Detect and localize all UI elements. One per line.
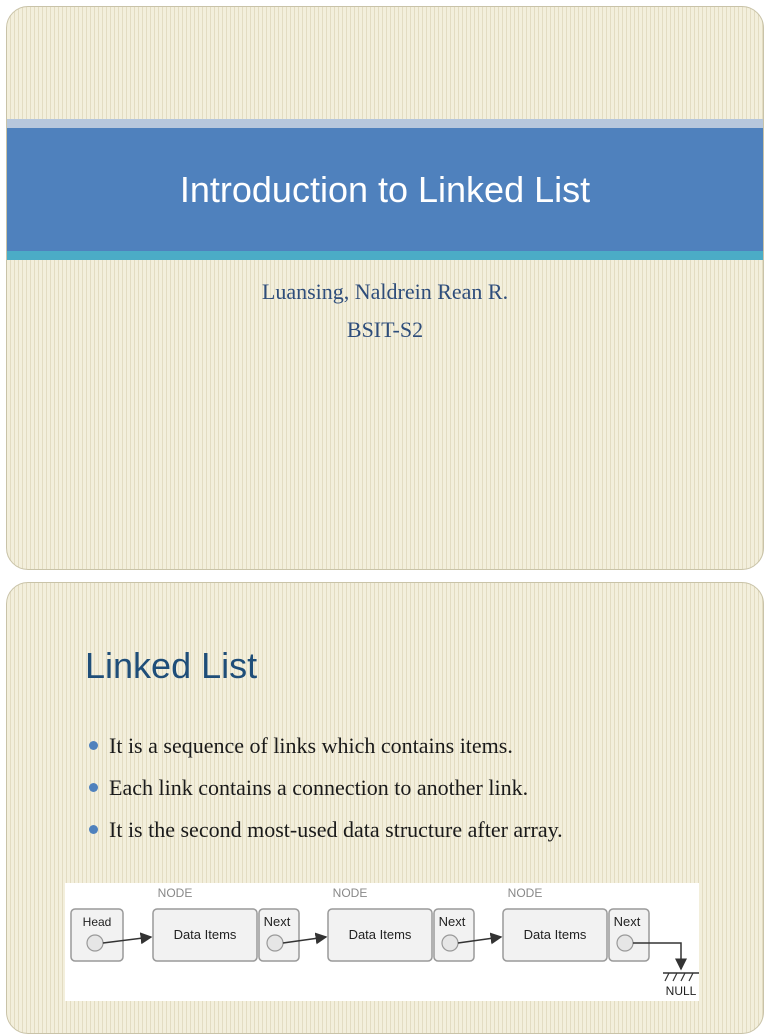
bullet-dot-icon: [89, 783, 98, 792]
head-label: Head: [82, 915, 112, 929]
bullet-list: [87, 728, 563, 854]
node-data-label: Data Items: [348, 927, 412, 942]
next-pointer-icon: [442, 935, 458, 951]
bullet-text: Each link contains a connection to another link.: [109, 775, 529, 800]
next-pointer-icon: [267, 935, 283, 951]
bullet-text: It is a sequence of links which contains items.: [109, 733, 513, 758]
bullet-item: [87, 812, 563, 854]
node-data-label: Data Items: [173, 927, 237, 942]
slide-title: Introduction to Linked List: [179, 168, 591, 210]
author-name: Luansing, Naldrein Rean R.: [261, 279, 509, 304]
title-band: [7, 128, 763, 251]
head-pointer-icon: [87, 935, 103, 951]
title-slide: [6, 6, 764, 570]
node-next-label: Next: [438, 914, 466, 929]
node-next-label: Next: [263, 914, 291, 929]
bullet-item: [87, 770, 563, 812]
bullet-dot-icon: [89, 825, 98, 834]
content-slide: [6, 582, 764, 1034]
node-next-label: Next: [613, 914, 641, 929]
section-label: BSIT-S2: [346, 317, 424, 342]
linked-list-diagram: [65, 883, 699, 1001]
ground-hatch: [681, 973, 685, 981]
null-label: NULL: [665, 984, 697, 998]
bullet-item: [87, 728, 563, 770]
ground-hatch: [673, 973, 677, 981]
title-band-accent-top: [7, 119, 763, 128]
node-caption: NODE: [332, 886, 368, 900]
slide-heading: Linked List: [85, 645, 258, 686]
title-band-accent-bottom: [7, 251, 763, 260]
node-caption: NODE: [507, 886, 543, 900]
ground-hatch: [689, 973, 693, 981]
linked-list-svg: [65, 883, 699, 1001]
node-caption: NODE: [157, 886, 193, 900]
ground-hatch: [665, 973, 669, 981]
bullet-text: It is the second most-used data structure after array.: [109, 817, 563, 842]
node-data-label: Data Items: [523, 927, 587, 942]
bullet-dot-icon: [89, 741, 98, 750]
next-pointer-icon: [617, 935, 633, 951]
